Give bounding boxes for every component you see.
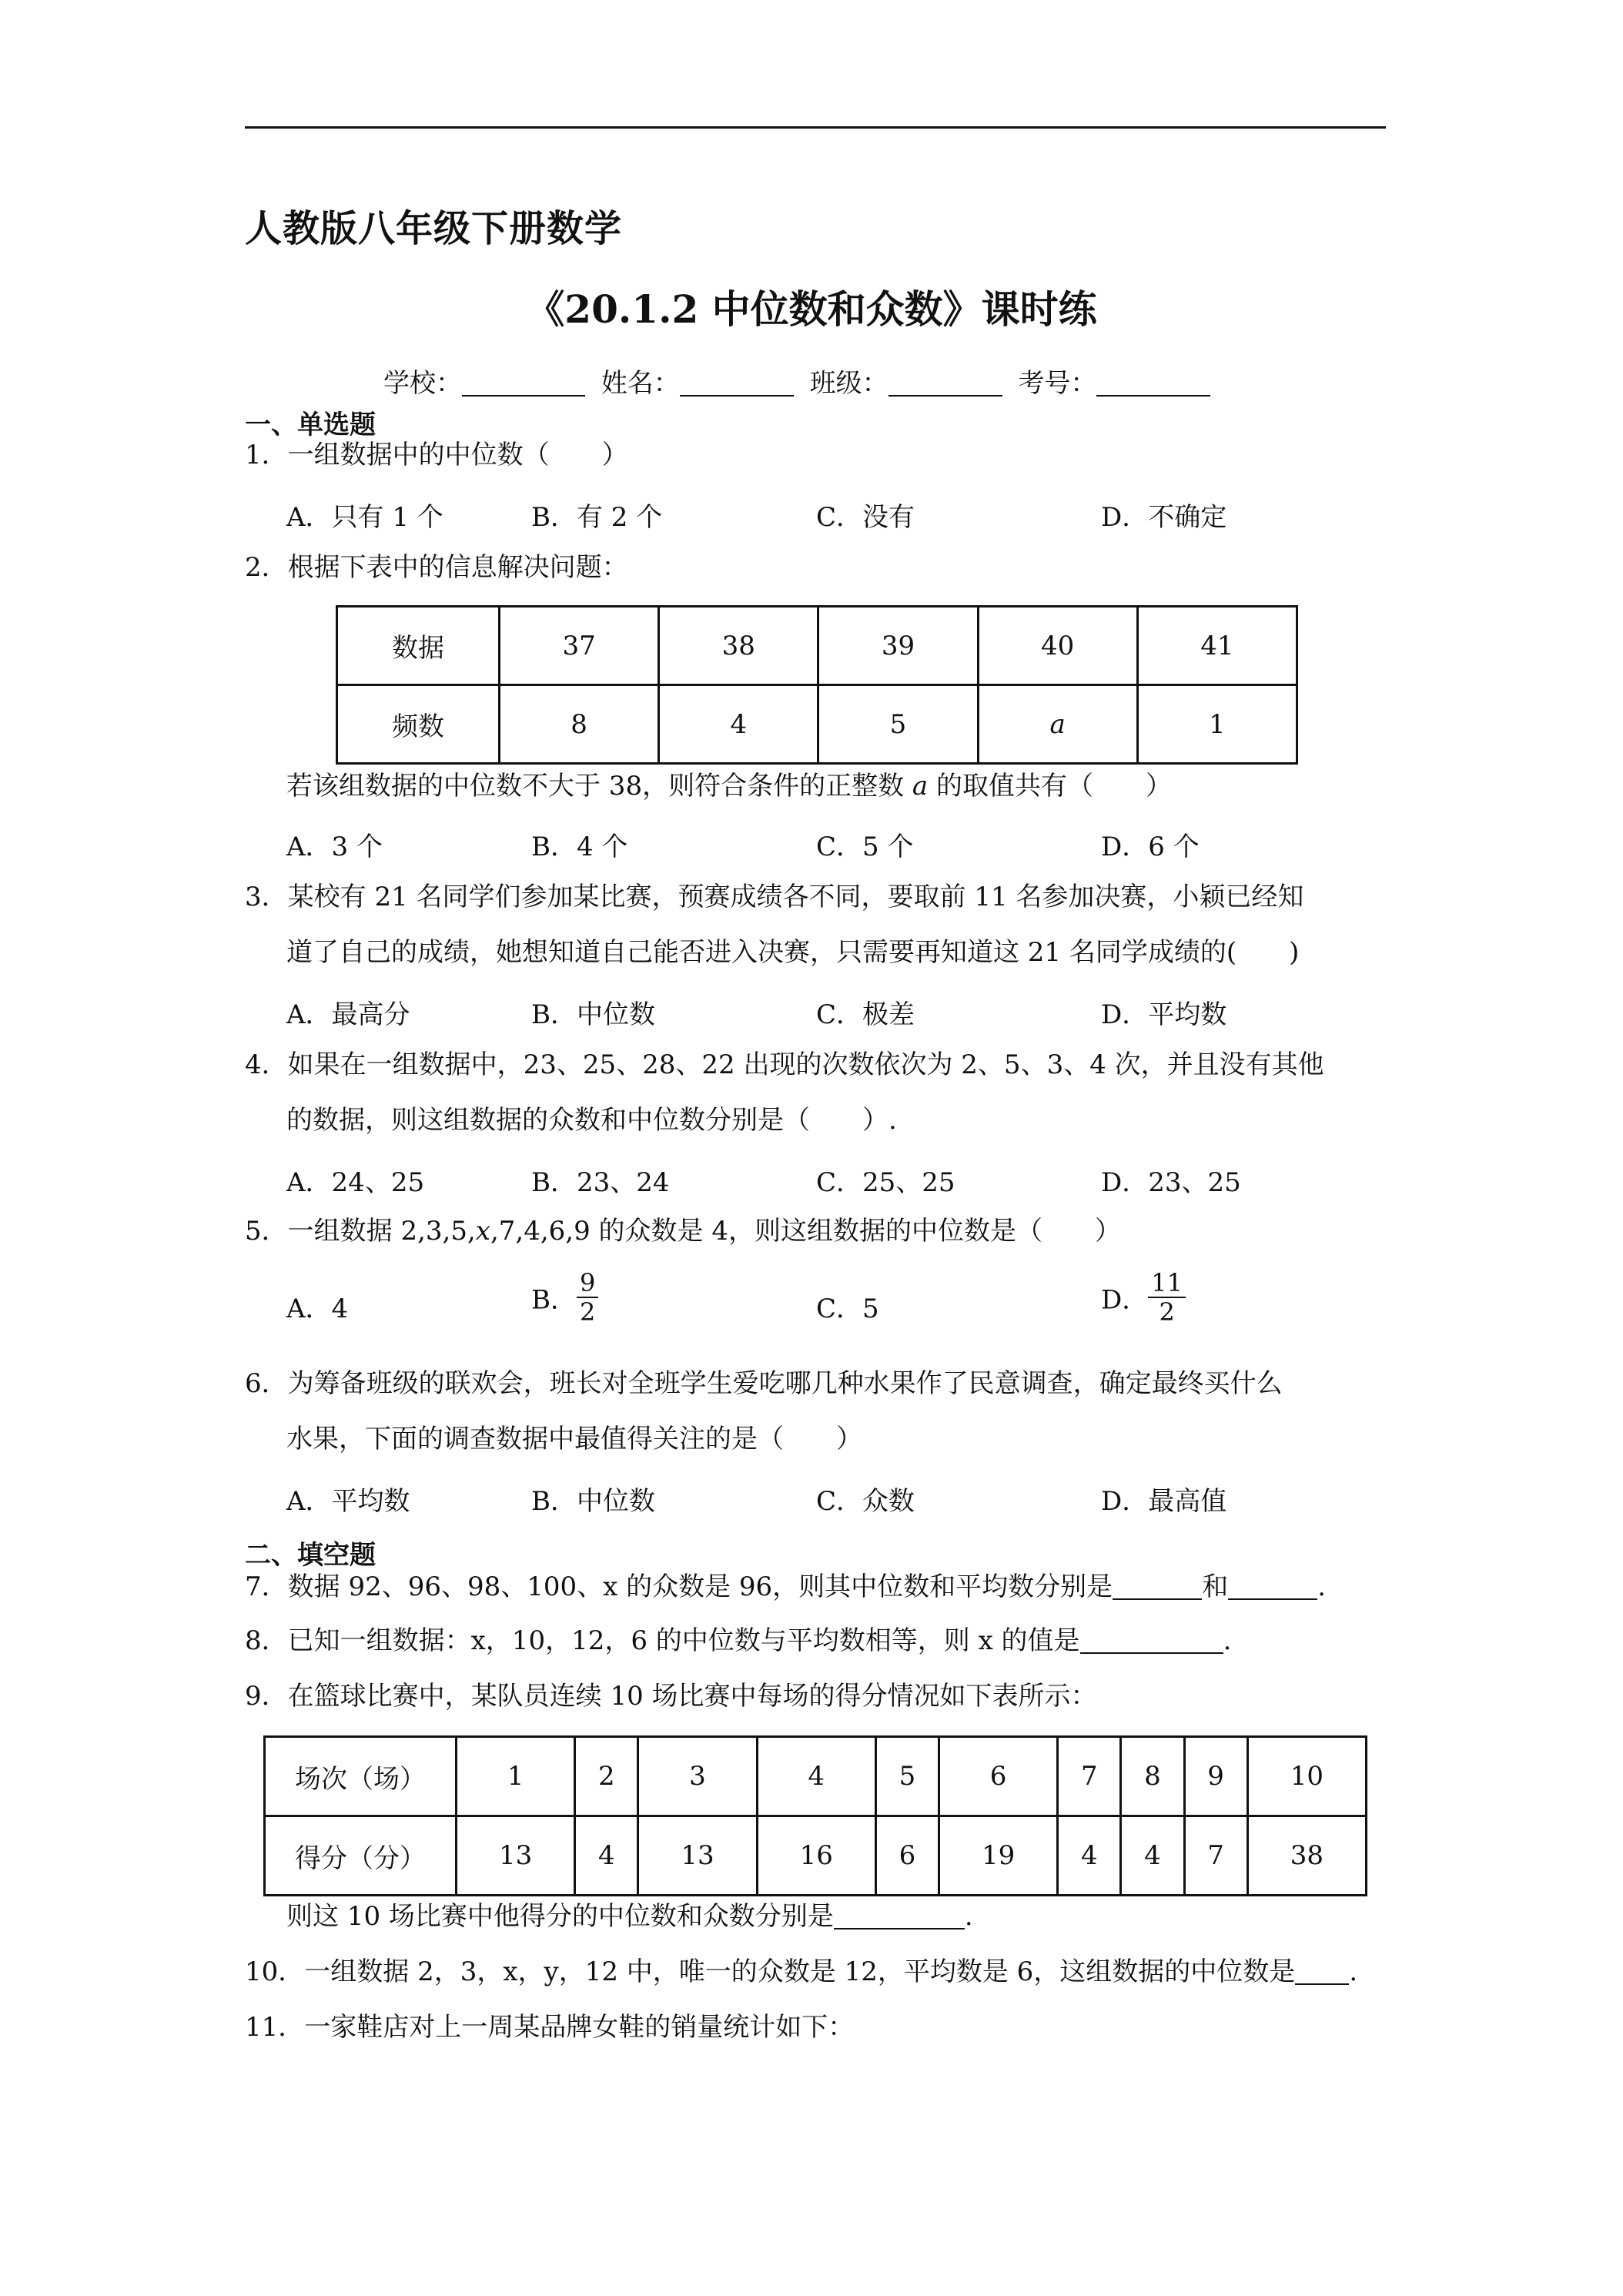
q6-option-d[interactable]: D．最高值 xyxy=(1101,1486,1227,1517)
school-label: 学校： xyxy=(383,368,462,399)
q9-cell: 13 xyxy=(457,1816,575,1896)
q5-option-b[interactable]: B． $\frac{9}{2}$ xyxy=(531,1269,598,1326)
q2-option-c[interactable]: C．5 个 xyxy=(816,832,914,862)
question-6-line-1: 6．为筹备班级的联欢会，班长对全班学生爱吃哪几种水果作了民意调查，确定最终买什么 xyxy=(245,1368,1283,1399)
q9-answer-line: 则这 10 场比赛中他得分的中位数和众数分别是 . xyxy=(286,1901,973,1932)
question-9: 9．在篮球比赛中，某队员连续 10 场比赛中每场的得分情况如下表所示： xyxy=(245,1681,1097,1712)
q2-condition: 若该组数据的中位数不大于 38，则符合条件的正整数 a 的取值共有（ ） xyxy=(286,771,1172,802)
q2-row-label-frequency: 频数 xyxy=(337,685,500,764)
q6-option-b[interactable]: B．中位数 xyxy=(531,1486,655,1517)
section-single-choice: 一、单选题 xyxy=(245,410,376,440)
q9-cell: 7 xyxy=(1184,1816,1247,1896)
q7-blank-mean[interactable] xyxy=(1228,1574,1317,1600)
class-blank[interactable] xyxy=(888,369,1002,397)
textbook-heading: 人教版八年级下册数学 xyxy=(245,207,623,250)
q4-option-d[interactable]: D．23、25 xyxy=(1101,1167,1241,1198)
q9-cell: 8 xyxy=(1121,1737,1184,1816)
q2-cell-variable: a xyxy=(978,685,1137,764)
q2-cell: 1 xyxy=(1137,685,1297,764)
q9-row-label-score: 得分（分） xyxy=(265,1816,457,1896)
q2-option-b[interactable]: B．4 个 xyxy=(531,832,628,862)
q4-option-c[interactable]: C．25、25 xyxy=(816,1167,955,1198)
q5-option-c[interactable]: C．5 xyxy=(816,1294,879,1324)
q5-fraction-d: $\frac{11}{2}$ xyxy=(1148,1269,1186,1326)
q9-cell: 3 xyxy=(638,1737,757,1816)
q2-cell: 38 xyxy=(659,607,818,685)
q2-row-label-data: 数据 xyxy=(337,607,500,685)
class-label: 班级： xyxy=(809,368,888,399)
school-blank[interactable] xyxy=(462,369,585,397)
q1-option-c[interactable]: C．没有 xyxy=(816,502,915,533)
q9-cell: 4 xyxy=(1058,1816,1121,1896)
question-10: 10．一组数据 2，3，x，y，12 中，唯一的众数是 12，平均数是 6，这组数据的中位数是 . xyxy=(245,1956,1358,1987)
q9-cell: 16 xyxy=(757,1816,875,1896)
q5-option-d[interactable]: D． $\frac{11}{2}$ xyxy=(1101,1269,1186,1326)
q3-option-b[interactable]: B．中位数 xyxy=(531,999,655,1030)
question-3-line-2: 道了自己的成绩，她想知道自己能否进入决赛，只需要再知道这 21 名同学成绩的( ) xyxy=(286,937,1300,968)
question-1: 1．一组数据中的中位数（ ） xyxy=(245,440,628,470)
q2-cell: 4 xyxy=(659,685,818,764)
q9-cell: 2 xyxy=(575,1737,638,1816)
q2-cell: 5 xyxy=(818,685,978,764)
question-3-line-1: 3．某校有 21 名同学们参加某比赛，预赛成绩各不同，要取前 11 名参加决赛，小颖已经知 xyxy=(245,882,1304,912)
question-6-line-2: 水果，下面的调查数据中最值得关注的是（ ） xyxy=(286,1424,862,1454)
q2-option-d[interactable]: D．6 个 xyxy=(1101,832,1200,862)
q2-cell: 8 xyxy=(500,685,659,764)
section-fill-in: 二、填空题 xyxy=(245,1540,376,1571)
q3-option-a[interactable]: A．最高分 xyxy=(286,999,410,1030)
q2-cell: 40 xyxy=(978,607,1137,685)
question-2: 2．根据下表中的信息解决问题： xyxy=(245,552,628,583)
q3-option-c[interactable]: C．极差 xyxy=(816,999,915,1030)
top-rule xyxy=(245,126,1386,129)
q2-cell: 39 xyxy=(818,607,978,685)
q9-cell: 6 xyxy=(875,1816,939,1896)
q5-option-a[interactable]: A．4 xyxy=(286,1294,349,1324)
question-5: 5．一组数据 2,3,5,x,7,4,6,9 的众数是 4，则这组数据的中位数是（ ） xyxy=(245,1216,1121,1247)
q2-option-a[interactable]: A．3 个 xyxy=(286,832,383,862)
q1-option-b[interactable]: B．有 2 个 xyxy=(531,502,663,533)
q4-option-a[interactable]: A．24、25 xyxy=(286,1167,425,1198)
q9-cell: 4 xyxy=(757,1737,875,1816)
q10-blank[interactable] xyxy=(1295,1959,1349,1985)
q9-blank[interactable] xyxy=(834,1903,965,1930)
worksheet-title: 《20.1.2 中位数和众数》课时练 xyxy=(526,286,1097,332)
q9-cell: 4 xyxy=(575,1816,638,1896)
q9-cell: 19 xyxy=(939,1816,1057,1896)
q9-score-table xyxy=(263,1735,1367,1896)
q6-option-a[interactable]: A．平均数 xyxy=(286,1486,410,1517)
q1-option-a[interactable]: A．只有 1 个 xyxy=(286,502,443,533)
q9-cell: 1 xyxy=(457,1737,575,1816)
question-11: 11．一家鞋店对上一周某品牌女鞋的销量统计如下： xyxy=(245,2012,855,2043)
student-info-line xyxy=(383,362,1218,400)
q3-option-d[interactable]: D．平均数 xyxy=(1101,999,1227,1030)
exam-number-blank[interactable] xyxy=(1096,369,1210,397)
q9-cell: 38 xyxy=(1247,1816,1366,1896)
q2-cell: 41 xyxy=(1137,607,1297,685)
q9-cell: 9 xyxy=(1184,1737,1247,1816)
question-4-line-2: 的数据，则这组数据的众数和中位数分别是（ ）. xyxy=(286,1105,897,1136)
question-8: 8．已知一组数据：x，10，12，6 的中位数与平均数相等，则 x 的值是 . xyxy=(245,1625,1232,1656)
q1-option-d[interactable]: D．不确定 xyxy=(1101,502,1227,533)
q5-fraction-b: $\frac{9}{2}$ xyxy=(577,1269,598,1326)
q2-frequency-table xyxy=(336,605,1298,765)
name-blank[interactable] xyxy=(680,369,794,397)
q9-cell: 7 xyxy=(1058,1737,1121,1816)
q2-cell: 37 xyxy=(500,607,659,685)
q7-blank-median[interactable] xyxy=(1113,1574,1202,1600)
q9-row-label-game: 场次（场） xyxy=(265,1737,457,1816)
q8-blank[interactable] xyxy=(1080,1628,1223,1654)
q4-option-b[interactable]: B．23、24 xyxy=(531,1167,670,1198)
q6-option-c[interactable]: C．众数 xyxy=(816,1486,915,1517)
q9-cell: 5 xyxy=(875,1737,939,1816)
question-7: 7．数据 92、96、98、100、x 的众数是 96，则其中位数和平均数分别是 和 . xyxy=(245,1571,1326,1602)
question-4-line-1: 4．如果在一组数据中，23、25、28、22 出现的次数依次为 2、5、3、4 次，并且没有其他 xyxy=(245,1049,1324,1080)
exam-number-label: 考号： xyxy=(1018,368,1097,399)
q9-cell: 4 xyxy=(1121,1816,1184,1896)
name-label: 姓名： xyxy=(601,368,680,399)
q9-cell: 13 xyxy=(638,1816,757,1896)
q9-cell: 10 xyxy=(1247,1737,1366,1816)
q9-cell: 6 xyxy=(939,1737,1057,1816)
